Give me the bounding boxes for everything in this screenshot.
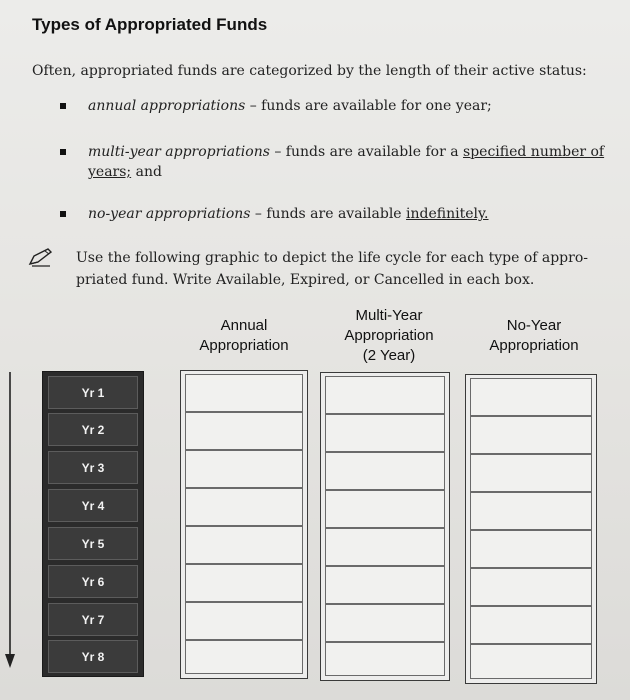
year-label: Yr 5 — [48, 527, 138, 560]
answer-box-yr6[interactable] — [185, 564, 303, 602]
column-header-line: Appropriation — [344, 327, 434, 344]
answer-box-yr7[interactable] — [325, 604, 445, 642]
bullet-marker — [60, 103, 66, 109]
no-year-answer-column — [465, 374, 597, 684]
answer-box-yr8[interactable] — [185, 640, 303, 674]
column-header-multi-year — [330, 306, 448, 366]
pencil-icon — [28, 246, 54, 268]
annual-answer-column — [180, 370, 308, 679]
column-header-line: Annual — [220, 317, 268, 334]
bullet-text: – funds are available for one year; — [245, 98, 492, 114]
down-arrow-icon — [0, 370, 24, 670]
year-label: Yr 2 — [48, 413, 138, 446]
year-label: Yr 7 — [48, 603, 138, 636]
answer-box-yr2[interactable] — [470, 416, 592, 454]
instruction-text: Use the following graphic to depict the life cycle for each type of appropriated fund. Write Available, Expired, or Cancelled in each box. — [76, 250, 589, 288]
bullet-marker — [60, 211, 66, 217]
answer-box-yr5[interactable] — [325, 528, 445, 566]
bullet-term: annual appropriations — [88, 98, 246, 114]
answer-box-yr4[interactable] — [325, 490, 445, 528]
year-label: Yr 1 — [48, 376, 138, 409]
answer-box-yr1[interactable] — [185, 374, 303, 412]
answer-box-yr3[interactable] — [325, 452, 445, 490]
answer-box-yr7[interactable] — [185, 602, 303, 640]
answer-box-yr2[interactable] — [325, 414, 445, 452]
bullet-text: – funds are available for a — [269, 144, 464, 160]
column-header-line: No-Year — [506, 317, 562, 334]
bullet-annual — [60, 96, 492, 116]
answer-box-yr7[interactable] — [470, 606, 592, 644]
year-label: Yr 3 — [48, 451, 138, 484]
answer-box-yr6[interactable] — [325, 566, 445, 604]
answer-box-yr2[interactable] — [185, 412, 303, 450]
column-header-annual — [188, 316, 300, 356]
answer-box-yr4[interactable] — [185, 488, 303, 526]
page-title: Types of Appropriated Funds — [32, 15, 268, 34]
bullet-no-year — [60, 204, 489, 224]
column-header-line: Appropriation — [489, 337, 579, 354]
column-header-no-year — [473, 316, 595, 356]
year-label: Yr 4 — [48, 489, 138, 522]
bullet-tail: and — [131, 164, 162, 180]
multi-year-answer-column — [320, 372, 450, 681]
answer-box-yr6[interactable] — [470, 568, 592, 606]
bullet-underlined-text: specified number of years; — [88, 144, 605, 180]
bullet-marker — [60, 149, 66, 155]
bullet-text: – funds are available — [250, 206, 407, 222]
year-label: Yr 8 — [48, 640, 138, 673]
answer-box-yr4[interactable] — [470, 492, 592, 530]
bullet-term: no-year appropriations — [88, 206, 251, 222]
answer-box-yr5[interactable] — [470, 530, 592, 568]
column-header-line: Appropriation — [199, 337, 289, 354]
answer-box-yr5[interactable] — [185, 526, 303, 564]
answer-box-yr3[interactable] — [185, 450, 303, 488]
bullet-term: multi-year appropriations — [88, 144, 270, 160]
year-column — [42, 371, 144, 677]
answer-box-yr8[interactable] — [325, 642, 445, 676]
bullet-multi-year — [60, 142, 630, 182]
column-header-line: (2 Year) — [362, 347, 416, 364]
answer-box-yr3[interactable] — [470, 454, 592, 492]
answer-box-yr1[interactable] — [470, 378, 592, 416]
answer-box-yr8[interactable] — [470, 644, 592, 679]
year-label: Yr 6 — [48, 565, 138, 598]
column-header-line: Multi-Year — [355, 307, 423, 324]
bullet-underlined-text: indefinitely. — [406, 206, 489, 222]
intro-text: Often, appropriated funds are categorized by the length of their active status: — [32, 63, 587, 79]
answer-box-yr1[interactable] — [325, 376, 445, 414]
